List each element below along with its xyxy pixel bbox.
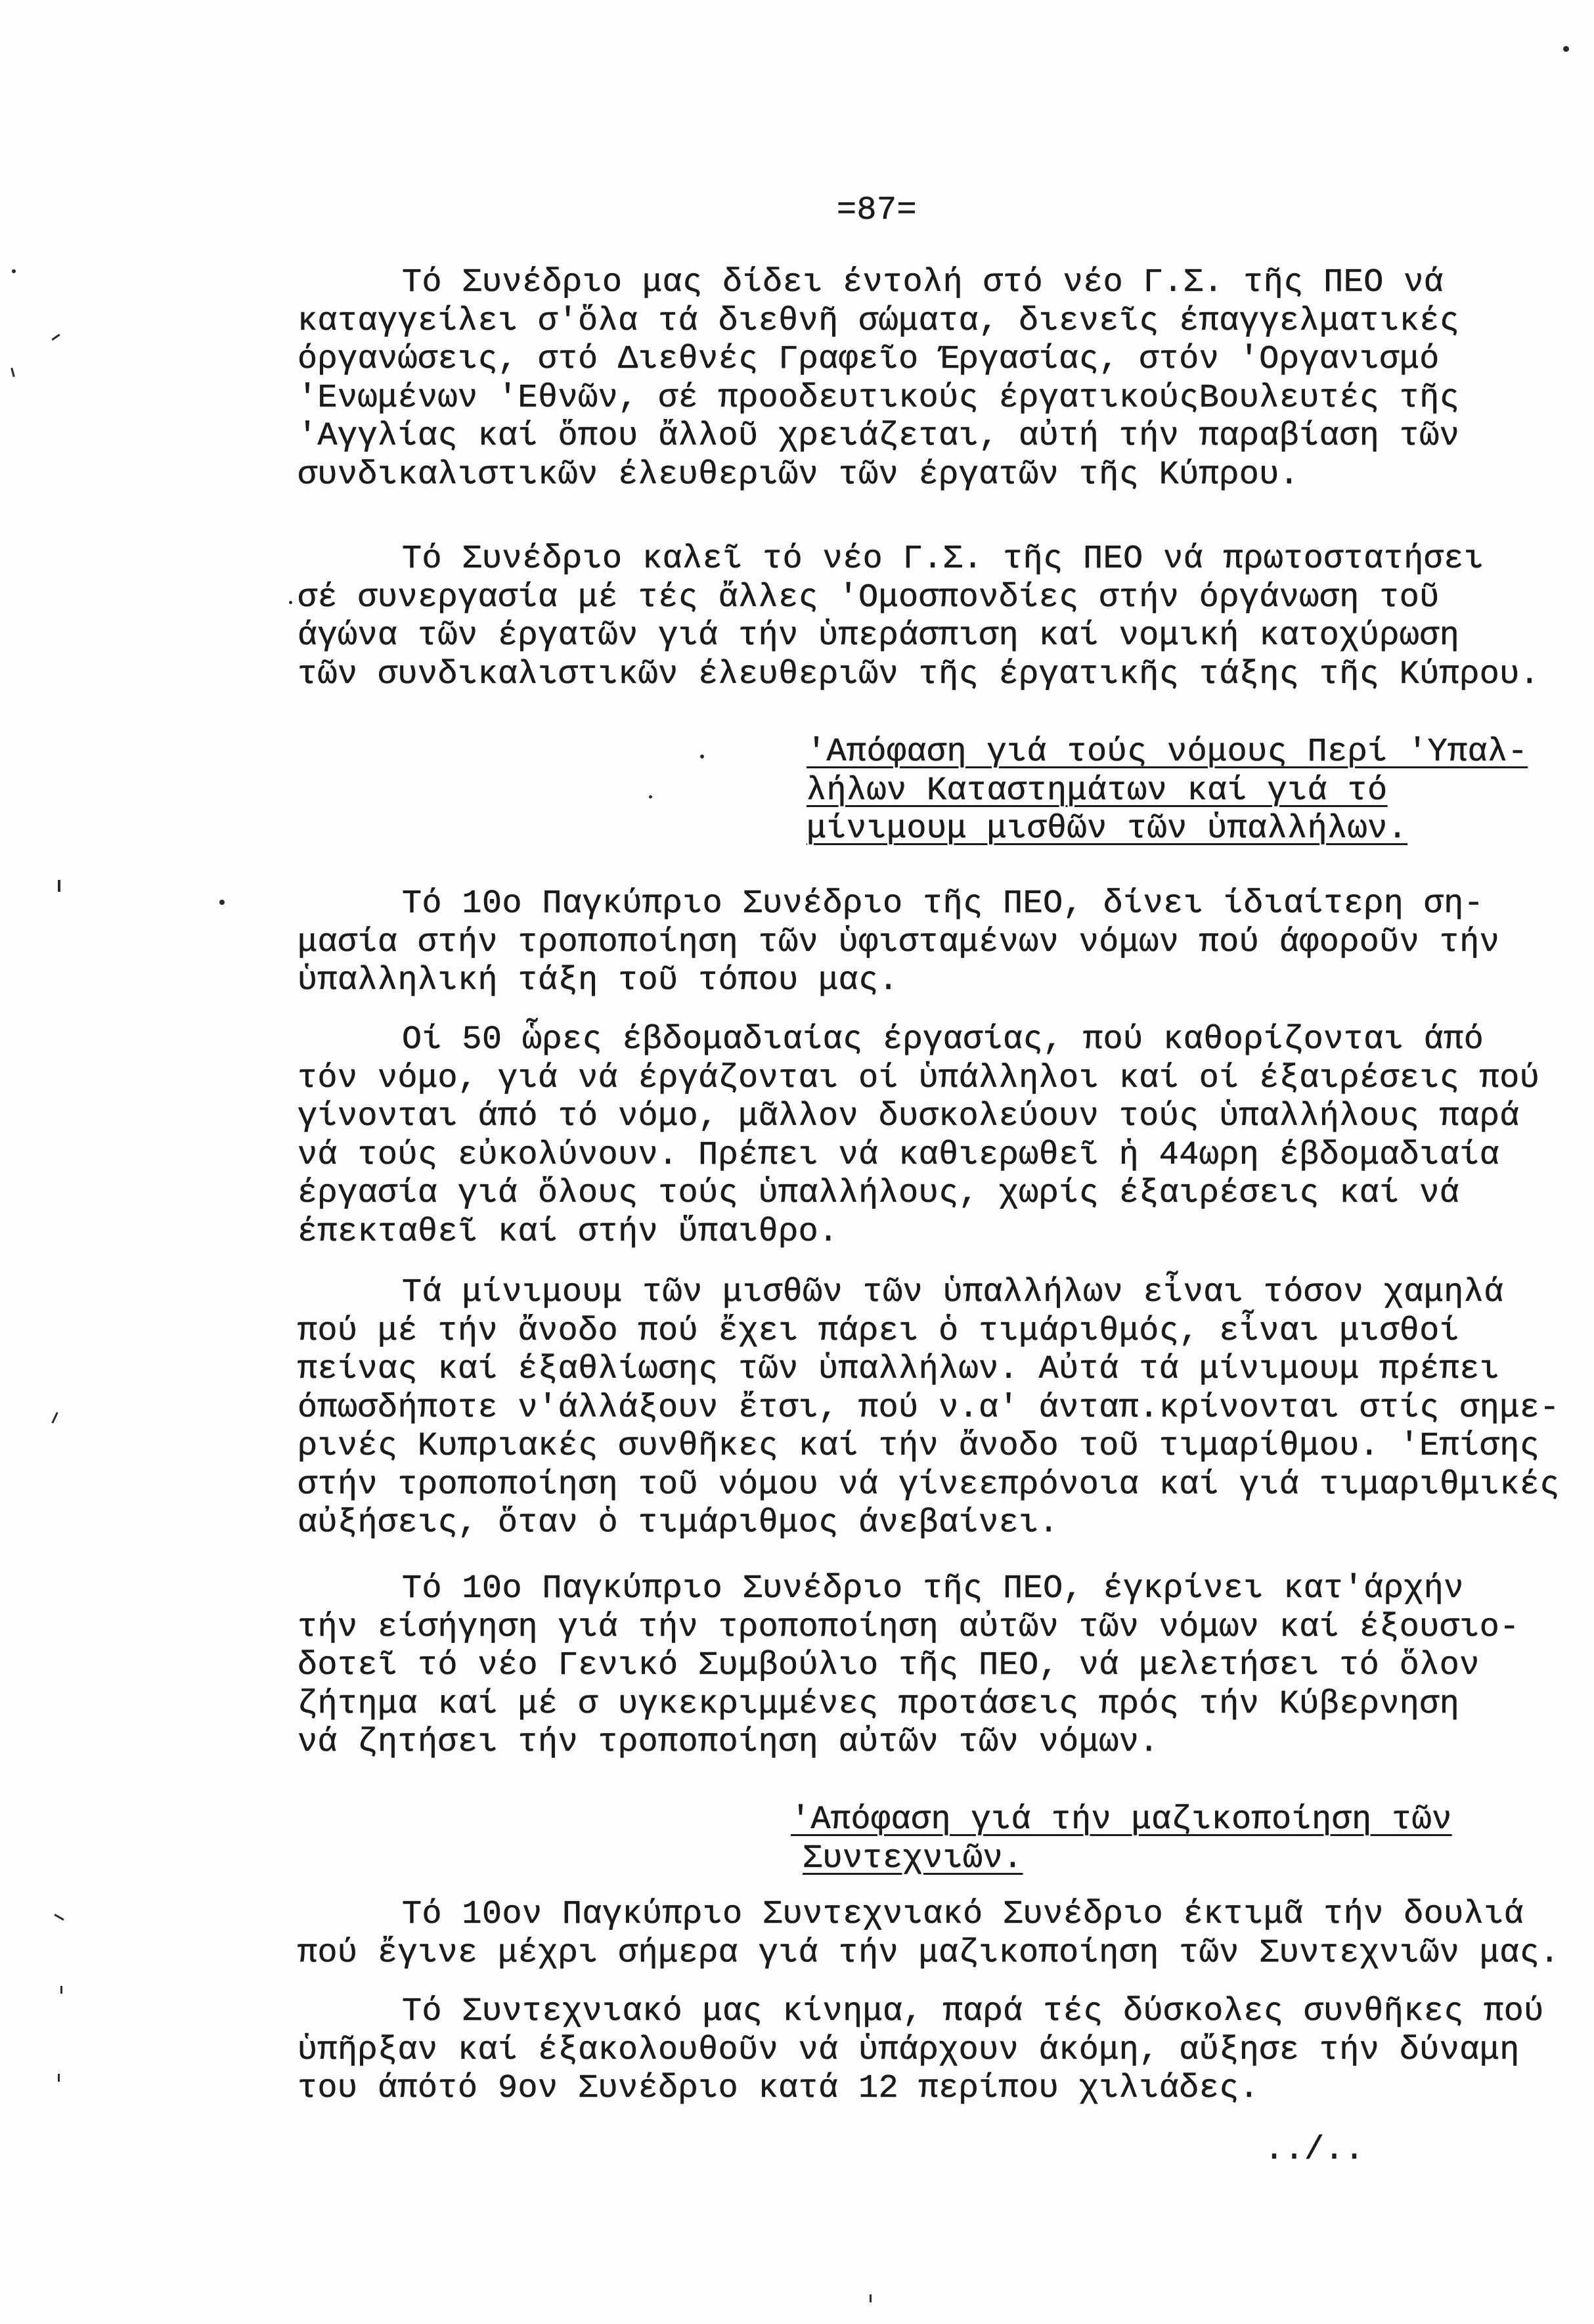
heading-line: 'Απόφαση γιά τήν μαζικοποίηση τῶν	[791, 1801, 1452, 1839]
paragraph-line: ὑπαλληλική τάξη τοῦ τόπου μας.	[298, 962, 899, 999]
heading-line-wrap	[791, 1801, 1452, 1840]
heading-line-wrap	[791, 1840, 1452, 1879]
paragraph-line: νά ζητήσει τήν τροποποίηση αὐτῶν τῶν νόμων.	[298, 1724, 1159, 1761]
paragraph-line: πού μέ τήν ἄνοδο πού ἔχει πάρει ὁ τιμάριθμός, εἶναι μισθοί	[298, 1312, 1460, 1350]
paragraph	[298, 264, 1459, 494]
paragraph-line: τῶν συνδικαλιστικῶν έλευθεριῶν τῆς έργατικῆς τάξης τῆς Κύπρου.	[298, 655, 1540, 693]
page-number: =87=	[837, 192, 918, 229]
margin-mark	[60, 1986, 62, 1994]
paragraph-line: άγώνα τῶν έργατῶν γιά τήν ὑπεράσπιση καί νομική κατοχύρωση	[298, 617, 1460, 655]
scan-speck	[219, 900, 225, 905]
section-heading	[791, 1801, 1452, 1878]
margin-mark	[870, 2294, 872, 2302]
paragraph-line: ρινές Κυπριακές συνθῆκες καί τήν ἄνοδο τοῦ τιμαρίθμου. 'Επίσης	[298, 1428, 1540, 1465]
paragraph-line: έργασία γιά ὅλους τούς ὑπαλλήλους, χωρίς έξαιρέσεις καί νά	[298, 1175, 1460, 1212]
paragraph-line: καταγγείλει σ'ὅλα τά διεθνῆ σώματα, διενεῖς έπαγγελματικές	[298, 302, 1460, 340]
heading-line: μίνιμουμ μισθῶν τῶν ὑπαλλήλων.	[807, 810, 1408, 848]
scan-speck	[289, 601, 292, 604]
paragraph-line: δοτεῖ τό νέο Γενικό Συμβούλιο τῆς ΠΕΟ, νά μελετήσει τό ὅλον	[298, 1647, 1480, 1684]
paragraph	[298, 540, 1539, 694]
paragraph-line: σέ συνεργασία μέ τές ἄλλες 'Ομοσπονδίες στήν όργάνωση τοῦ	[298, 579, 1440, 617]
paragraph-line: Οί 50 ὧρες έβδομαδιαίας έργασίας, πού καθορίζονται άπό	[402, 1021, 1484, 1059]
paragraph	[298, 1896, 1560, 1973]
paragraph	[298, 1021, 1539, 1252]
paragraph-line: όπωσδήποτε ν'άλλάξουν ἔτσι, πού ν.α' άνταπ.κρίνονται στίς σημε-	[298, 1389, 1560, 1427]
paragraph-line: πείνας καί έξαθλίωσης τῶν ὑπαλλήλων. Αὐτά τά μίνιμουμ πρέπει	[298, 1351, 1500, 1388]
paragraph-line: 'Ενωμένων 'Εθνῶν, σέ προοδευτικούς έργατικούςΒουλευτές τῆς	[298, 379, 1460, 417]
paragraph-line: 'Αγγλίας καί ὅπου ἄλλοῦ χρειάζεται, αὐτή τήν παραβίαση τῶν	[298, 418, 1460, 455]
paragraph-line: του άπότό 9ον Συνέδριο κατά 12 περίπου χιλιάδες.	[298, 2070, 1260, 2107]
paragraph	[298, 1993, 1544, 2109]
margin-mark	[51, 334, 60, 340]
heading-line-wrap	[807, 772, 1528, 811]
paragraph	[298, 1274, 1560, 1543]
scan-speck	[12, 269, 16, 273]
paragraph-line: ζήτημα καί μέ σ υγκεκριμμένες προτάσεις πρός τήν Κύβερνηση	[298, 1685, 1460, 1723]
paragraph-line: ὑπῆρξαν καί έξακολουθοῦν νά ὑπάρχουν άκόμη, αὔξησε τήν δύναμη	[298, 2031, 1520, 2069]
paragraph-line: Τά μίνιμουμ τῶν μισθῶν τῶν ὑπαλλήλων εἶναι τόσον χαμηλά	[402, 1274, 1504, 1311]
paragraph-line: τήν είσήγηση γιά τήν τροποποίηση αὐτῶν τῶν νόμων καί έξουσιο-	[298, 1608, 1520, 1646]
margin-mark	[11, 368, 15, 377]
paragraph-line: συνδικαλιστικῶν έλευθεριῶν τῶν έργατῶν τῆς Κύπρου.	[298, 456, 1300, 494]
scan-speck	[1563, 46, 1569, 52]
paragraph-line: Τό 10ο Παγκύπριο Συνέδριο τῆς ΠΕΟ, έγκρίνει κατ'άρχήν	[402, 1570, 1464, 1608]
margin-mark	[54, 1914, 64, 1921]
heading-line: Συντεχνιῶν.	[803, 1839, 1023, 1877]
heading-line-wrap	[807, 810, 1528, 849]
paragraph-line: νά τούς εὐκολύνουν. Πρέπει νά καθιερωθεῖ ἡ 44ωρη έβδομαδιαία	[298, 1136, 1500, 1174]
scan-speck	[649, 795, 652, 799]
paragraph-line: Τό Συνέδριο μας δίδει έντολή στό νέο Γ.Σ. τῆς ΠΕΟ νά	[402, 264, 1444, 301]
paragraph-line: έπεκταθεῖ καί στήν ὕπαιθρο.	[298, 1213, 839, 1251]
paragraph-line: όργανώσεις, στό Διεθνές Γραφεῖο Έργασίας, στόν 'Οργανισμό	[298, 341, 1440, 378]
scan-speck	[700, 755, 704, 758]
margin-mark	[58, 2074, 60, 2082]
paragraph-line: Τό 10ο Παγκύπριο Συνέδριο τῆς ΠΕΟ, δίνει ίδιαίτερη ση-	[402, 885, 1484, 923]
paragraph-line: Τό 10ον Παγκύπριο Συντεχνιακό Συνέδριο έκτιμᾶ τήν δουλιά	[402, 1896, 1524, 1933]
margin-mark	[51, 1412, 58, 1424]
paragraph	[298, 1570, 1520, 1763]
heading-line: 'Απόφαση γιά τούς νόμους Περί 'Υπαλ-	[807, 734, 1528, 771]
paragraph-line: τόν νόμο, γιά νά έργάζονται οί ὑπάλληλοι καί οί έξαιρέσεις πού	[298, 1059, 1540, 1097]
paragraph	[298, 885, 1499, 1001]
paragraph-line: μασία στήν τροποποίηση τῶν ὑφισταμένων νόμων πού άφοροῦν τήν	[298, 923, 1500, 961]
paragraph-line: στήν τροποποίηση τοῦ νόμου νά γίνεεπρόνοια καί γιά τιμαριθμικές	[298, 1466, 1560, 1504]
heading-line: λήλων Καταστημάτων καί γιά τό	[807, 772, 1388, 810]
paragraph-line: αὐξήσεις, ὅταν ὁ τιμάριθμος άνεβαίνει.	[298, 1504, 1059, 1542]
margin-mark	[58, 880, 60, 892]
paragraph-line: πού ἔγινε μέχρι σήμερα γιά τήν μαζικοποίηση τῶν Συντεχνιῶν μας.	[298, 1934, 1560, 1972]
paragraph-line: Τό Συνέδριο καλεῖ τό νέο Γ.Σ. τῆς ΠΕΟ νά πρωτοστατήσει	[402, 540, 1484, 578]
paragraph-line: Τό Συντεχνιακό μας κίνημα, παρά τές δύσκολες συνθῆκες πού	[402, 1993, 1544, 2030]
continuation-mark: ../..	[1264, 2132, 1365, 2169]
heading-line-wrap	[807, 734, 1528, 772]
section-heading	[807, 734, 1528, 849]
paragraph-line: γίνονται άπό τό νόμο, μᾶλλον δυσκολεύουν τούς ὑπαλλήλους παρά	[298, 1098, 1520, 1135]
